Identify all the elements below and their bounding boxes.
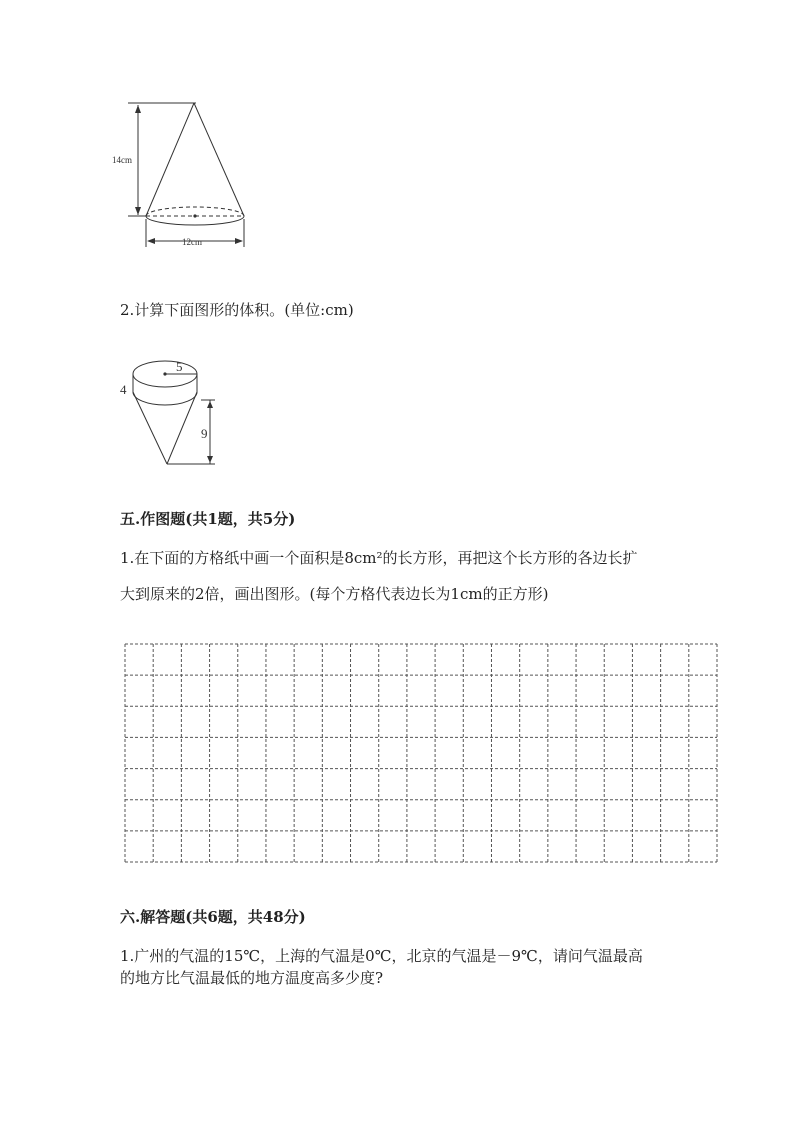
diameter-arrow-right [235,238,243,244]
section-6-question-1-line-1: 1.广州的气温的15℃，上海的气温是0℃，北京的气温是－9℃，请问气温最高 [120,947,643,965]
section-6-question-1-line-2: 的地方比气温最低的地方温度高多少度? [120,969,384,987]
diameter-label: 12cm [182,237,202,247]
section-5-question-1-line-1: 1.在下面的方格纸中画一个面积是8cm²的长方形，再把这个长方形的各边长扩 [120,549,638,567]
section-5-title: 五.作图题(共1题，共5分) [120,510,296,528]
height-arrow-bottom [135,207,141,215]
diameter-arrow-left [147,238,155,244]
cone-figure [110,95,260,255]
cylinder-height-label: 4 [120,382,127,397]
question-2-text: 2.计算下面图形的体积。(单位:cm) [120,301,354,319]
cone-base-center [193,214,196,217]
cone-left-side [133,392,167,464]
radius-label: 5 [176,359,183,374]
section-6-title: 六.解答题(共6题，共48分) [120,908,306,926]
cylinder-bottom-arc [133,392,197,405]
grid-paper[interactable] [124,643,718,863]
section-5-question-1-line-2: 大到原来的2倍，画出图形。(每个方格代表边长为1cm的正方形) [120,585,549,603]
cone-left-side [146,103,194,216]
height-label: 14cm [112,155,132,165]
cone-height-arrow-top [207,401,213,408]
cylinder-cone-figure [115,352,225,470]
height-arrow-top [135,105,141,113]
cone-height-arrow-bottom [207,456,213,463]
cone-right-side [194,103,244,216]
cone-height-label: 9 [201,426,208,441]
